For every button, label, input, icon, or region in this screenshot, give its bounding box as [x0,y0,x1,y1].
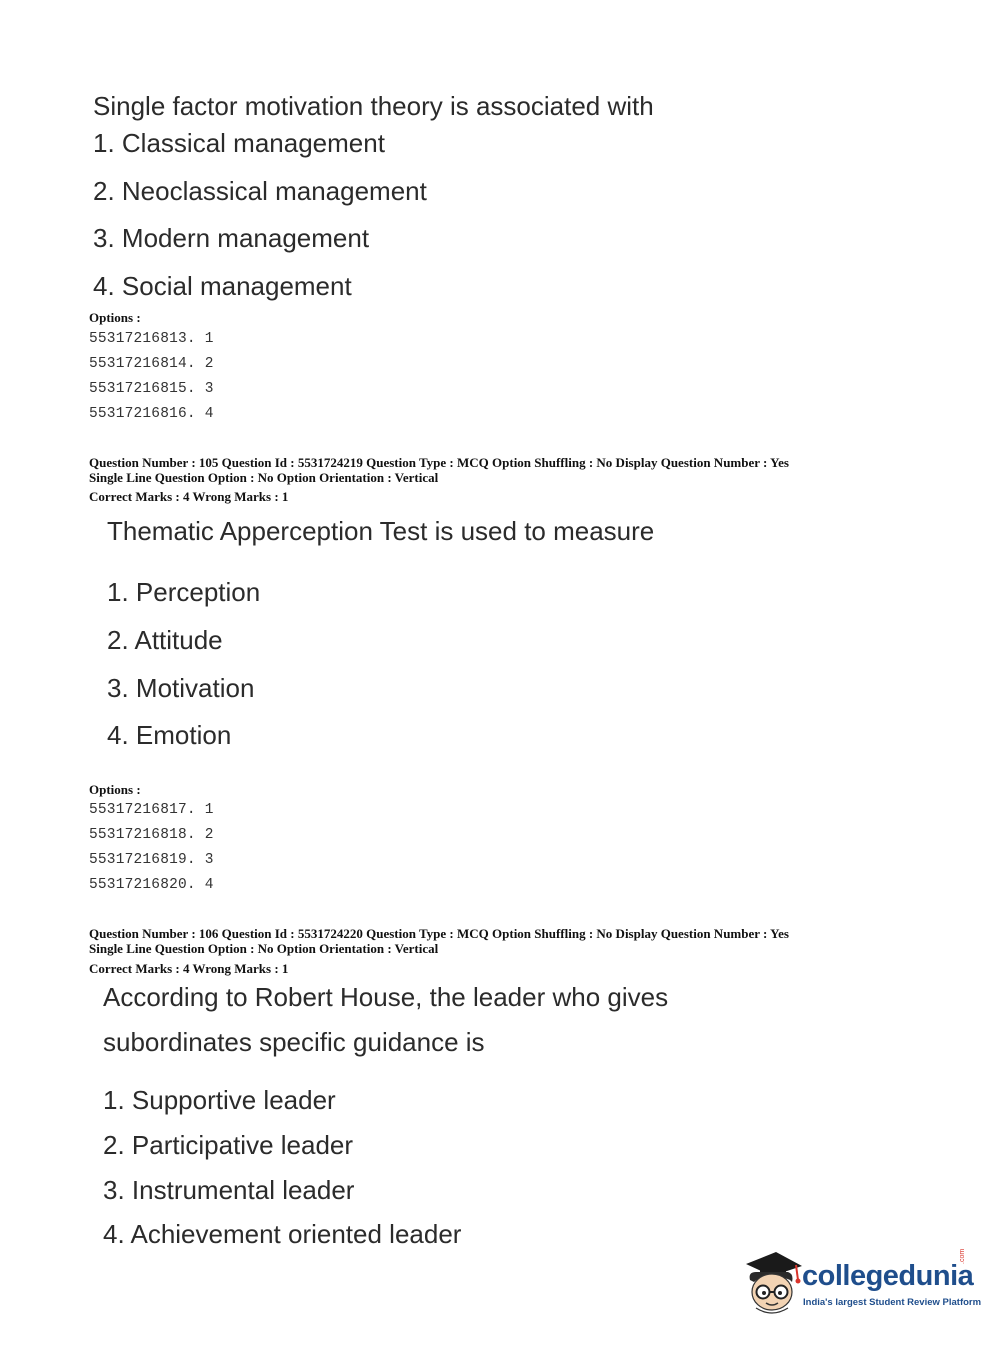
question-106-choice-3: 3. Instrumental leader [103,1175,355,1205]
question-106-meta-line-3: Correct Marks : 4 Wrong Marks : 1 [89,961,289,976]
question-105-stem: Thematic Apperception Test is used to measure [107,516,655,546]
question-105-meta-line-2: Single Line Question Option : No Option Orientation : Vertical [89,470,439,485]
question-105-option-code-3: 55317216819. 3 [89,852,214,868]
question-106-choice-4: 4. Achievement oriented leader [103,1219,462,1249]
question-105-choice-1: 1. Perception [107,577,261,607]
question-104-choice-1: 1. Classical management [93,128,385,158]
question-105-choice-3: 3. Motivation [107,673,255,703]
question-106-meta-line-1: Question Number : 106 Question Id : 5531724220 Question Type : MCQ Option Shuffling : No Display Question Number : Yes [89,926,789,941]
question-106-stem-line-1: According to Robert House, the leader who gives [103,982,669,1012]
question-106-choice-2: 2. Participative leader [103,1130,354,1160]
question-105-meta-line-3: Correct Marks : 4 Wrong Marks : 1 [89,489,289,504]
question-104-option-code-2: 55317216814. 2 [89,356,214,372]
question-104-stem: Single factor motivation theory is associated with [93,91,654,121]
question-104-option-code-1: 55317216813. 1 [89,331,214,347]
question-104-choice-3: 3. Modern management [93,223,370,253]
question-105-option-code-1: 55317216817. 1 [89,802,214,818]
logo-dotcom-text: .com [959,1248,966,1264]
question-104-options-label: Options : [89,310,141,325]
student-mascot-icon [742,1250,804,1316]
question-105-meta-line-1: Question Number : 105 Question Id : 5531724219 Question Type : MCQ Option Shuffling : No Display Question Number : Yes [89,455,789,470]
question-105-options-label: Options : [89,782,141,797]
logo-brand-text: collegedunia [802,1260,974,1292]
question-106-meta-line-2: Single Line Question Option : No Option Orientation : Vertical [89,941,439,956]
question-104-option-code-3: 55317216815. 3 [89,381,214,397]
collegedunia-logo [742,1248,982,1320]
question-105-option-code-2: 55317216818. 2 [89,827,214,843]
question-105-choice-2: 2. Attitude [107,625,223,655]
question-106-choice-1: 1. Supportive leader [103,1085,336,1115]
logo-tagline: India's largest Student Review Platform [803,1297,982,1308]
question-104-option-code-4: 55317216816. 4 [89,406,214,422]
question-104-choice-2: 2. Neoclassical management [93,176,427,206]
question-106-stem-line-2: subordinates specific guidance is [103,1027,485,1057]
question-105-option-code-4: 55317216820. 4 [89,877,214,893]
question-105-choice-4: 4. Emotion [107,720,232,750]
question-104-choice-4: 4. Social management [93,271,352,301]
